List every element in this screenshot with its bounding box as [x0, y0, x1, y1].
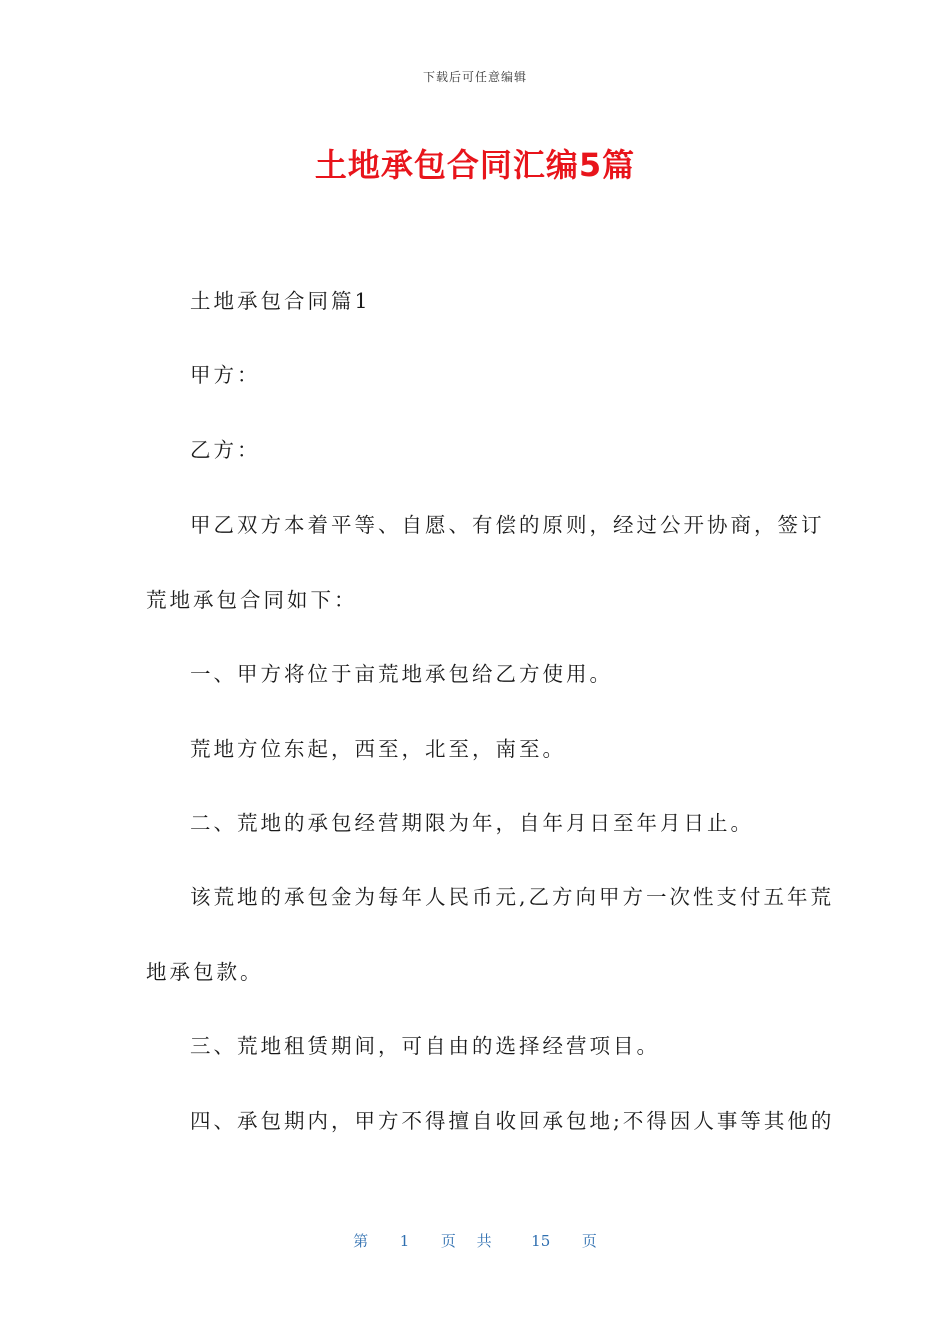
paragraph-line: 甲乙双方本着平等、自愿、有偿的原则，经过公开协商，签订 — [190, 513, 825, 537]
footer-middle: 页 共 — [440, 1232, 500, 1250]
paragraph-line: 荒地方位东起，西至，北至，南至。 — [190, 737, 566, 761]
section-heading: 土地承包合同篇1 — [190, 289, 371, 313]
party-a-line: 甲方： — [190, 363, 261, 387]
clause-line: 一、甲方将位于亩荒地承包给乙方使用。 — [190, 662, 613, 686]
footer-total-pages: 15 — [531, 1232, 551, 1250]
header-note: 下载后可任意编辑 — [422, 70, 527, 84]
clause-line: 三、荒地租赁期间，可自由的选择经营项目。 — [190, 1034, 660, 1058]
paragraph-line: 荒地承包合同如下： — [146, 588, 358, 612]
party-b-line: 乙方： — [190, 438, 261, 462]
footer-current-page: 1 — [399, 1232, 410, 1250]
document-title: 土地承包合同汇编5篇 — [314, 146, 636, 184]
footer-suffix: 页 — [581, 1232, 597, 1250]
page-footer — [0, 1230, 950, 1251]
paragraph-line: 该荒地的承包金为每年人民币元,乙方向甲方一次性支付五年荒 — [190, 885, 835, 909]
paragraph-line: 地承包款。 — [146, 960, 264, 984]
clause-line: 二、荒地的承包经营期限为年，自年月日至年月日止。 — [190, 811, 754, 835]
footer-prefix: 第 — [353, 1232, 369, 1250]
clause-line: 四、承包期内，甲方不得擅自收回承包地;不得因人事等其他的 — [190, 1109, 835, 1133]
